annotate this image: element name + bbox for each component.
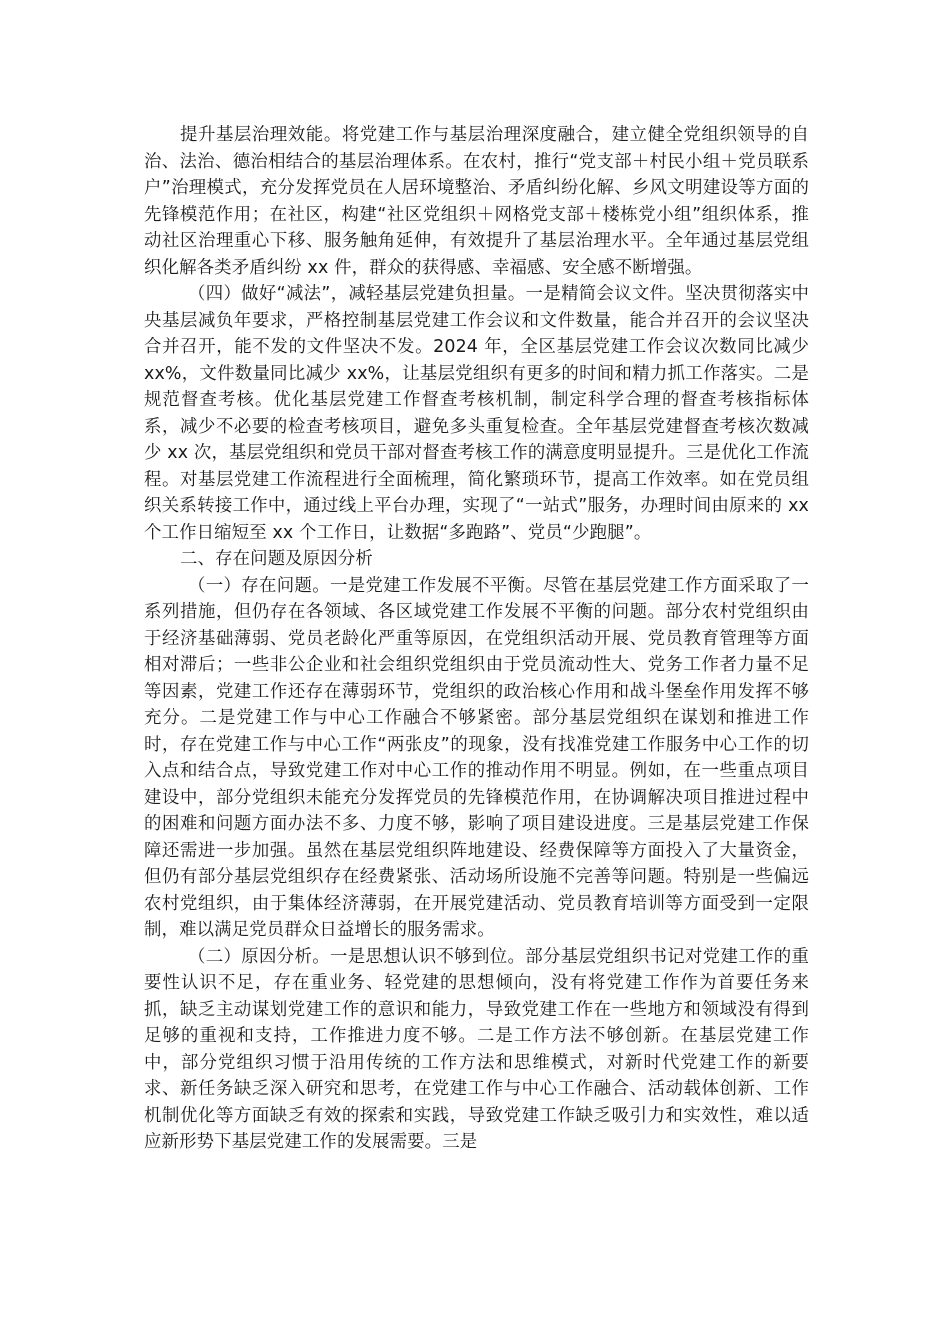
section-heading-problems: 二、存在问题及原因分析 — [180, 549, 373, 569]
paragraph-reduce-burden: （四）做好“减法”，减轻基层党建负担量。一是精简会议文件。坚决贯彻落实中央基层减负年要求，严格控制基层党建工作会议和文件数量，能合并召开的会议坚决合并召开，能不发的文件坚决不发。2024 年，全区基层党建工作会议次数同比减少 xx%，文件数量同比减少 xx%，让基层党组织有更多的时间和精力抓工作落实。二是规范督查考核。优化基层党建工作督查考核机制，制定科学合理的督查考核指标体系，减少不必要的检查考核项目，避免多头重复检查。全年基层党建督查考核次数减少 xx 次，基层党组织和党员干部对督查考核工作的满意度明显提升。三是优化工作流程。对基层党建工作流程进行全面梳理，简化繁琐环节，提高工作效率。如在党员组织关系转接工作中，通过线上平台办理，实现了“一站式”服务，办理时间由原来的 xx 个工作日缩短至 xx 个工作日，让数据“多跑路”、党员“少跑腿”。 — [144, 284, 809, 543]
document-body — [144, 122, 809, 1156]
paragraph-cause-analysis: （二）原因分析。一是思想认识不够到位。部分基层党组织书记对党建工作的重要性认识不足，存在重业务、轻党建的思想倾向，没有将党建工作作为首要任务来抓，缺乏主动谋划党建工作的意识和能力，导致党建工作在一些地方和领域没有得到足够的重视和支持，工作推进力度不够。二是工作方法不够创新。在基层党建工作中，部分党组织习惯于沿用传统的工作方法和思维模式，对新时代党建工作的新要求、新任务缺乏深入研究和思考，在党建工作与中心工作融合、活动载体创新、工作机制优化等方面缺乏有效的探索和实践，导致党建工作缺乏吸引力和实效性，难以适应新形势下基层党建工作的发展需要。三是 — [144, 946, 809, 1152]
paragraph-existing-problems: （一）存在问题。一是党建工作发展不平衡。尽管在基层党建工作方面采取了一系列措施，但仍存在各领域、各区域党建工作发展不平衡的问题。部分农村党组织由于经济基础薄弱、党员老龄化严重等原因，在党组织活动开展、党员教育管理等方面相对滞后；一些非公企业和社会组织党组织由于党员流动性大、党务工作者力量不足等因素，党建工作还存在薄弱环节，党组织的政治核心作用和战斗堡垒作用发挥不够充分。二是党建工作与中心工作融合不够紧密。部分基层党组织在谋划和推进工作时，存在党建工作与中心工作“两张皮”的现象，没有找准党建工作服务中心工作的切入点和结合点，导致党建工作对中心工作的推动作用不明显。例如，在一些重点项目建设中，部分党组织未能充分发挥党员的先锋模范作用，在协调解决项目推进过程中的困难和问题方面办法不多、力度不够，影响了项目建设进度。三是基层党建工作保障还需进一步加强。虽然在基层党组织阵地建设、经费保障等方面投入了大量资金，但仍有部分基层党组织存在经费紧张、活动场所设施不完善等问题。特别是一些偏远农村党组织，由于集体经济薄弱，在开展党建活动、党员教育培训等方面受到一定限制，难以满足党员群众日益增长的服务需求。 — [144, 575, 809, 940]
paragraph-governance: 提升基层治理效能。将党建工作与基层治理深度融合，建立健全党组织领导的自治、法治、德治相结合的基层治理体系。在农村，推行“党支部＋村民小组＋党员联系户”治理模式，充分发挥党员在人居环境整治、矛盾纠纷化解、乡风文明建设等方面的先锋模范作用；在社区，构建“社区党组织＋网格党支部＋楼栋党小组”组织体系，推动社区治理重心下移、服务触角延伸，有效提升了基层治理水平。全年通过基层党组织化解各类矛盾纠纷 xx 件，群众的获得感、幸福感、安全感不断增强。 — [144, 125, 809, 278]
